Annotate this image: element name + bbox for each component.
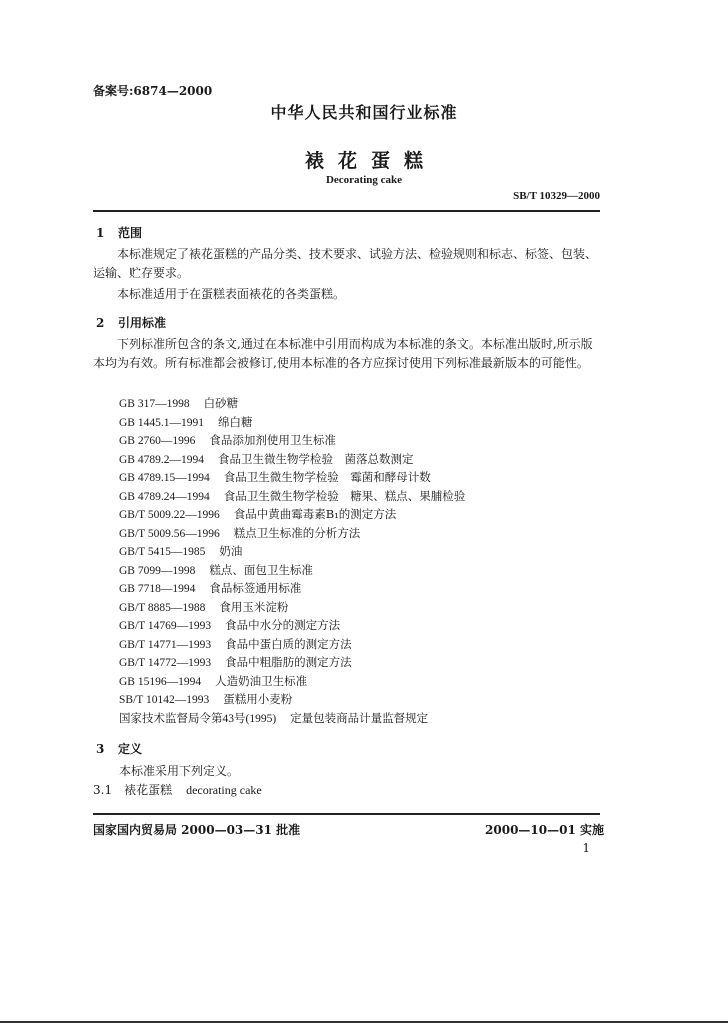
- reference-item: [119, 562, 313, 578]
- approval-info: 国家国内贸易局 2000—03—31 批准: [93, 823, 301, 837]
- reference-item: [119, 673, 307, 689]
- reference-title: 食品标签通用标准: [209, 581, 302, 595]
- reference-title: 蛋糕用小麦粉: [223, 692, 293, 706]
- section-3-heading: [96, 740, 142, 757]
- section-2-title: 引用标准: [118, 316, 167, 330]
- reference-code: SB/T 10142—1993: [119, 694, 210, 706]
- definition-3-1: [93, 781, 262, 800]
- reference-code: GB 1445.1—1991: [119, 416, 204, 429]
- reference-title: 食品卫生微生物学检验 糖果、糕点、果脯检验: [223, 488, 466, 503]
- standard-code: SB/T 10329—2000: [513, 190, 600, 202]
- reference-item: [119, 710, 428, 726]
- reference-title: 食品添加剂使用卫生标准: [209, 433, 336, 447]
- reference-code: GB/T 5009.22—1996: [119, 509, 220, 521]
- reference-code: GB/T 14771—1993: [119, 638, 212, 651]
- reference-code: GB 2760—1996: [119, 435, 196, 447]
- reference-code: GB 7718—1994: [119, 583, 196, 595]
- definition-number: 3.1: [93, 783, 113, 797]
- section-1-paragraph-scope: 本标准规定了裱花蛋糕的产品分类、技术要求、试验方法、检验规则和标志、标签、包装、运输、贮存要求。: [93, 247, 598, 280]
- scan-edge-line: [0, 1021, 728, 1023]
- reference-item: [119, 432, 336, 448]
- reference-code: GB 4789.15—1994: [119, 472, 210, 484]
- reference-title: 食品中粗脂肪的测定方法: [225, 655, 352, 669]
- reference-item: [119, 506, 396, 522]
- reference-code: GB/T 8885—1988: [119, 601, 206, 614]
- header-rule: [93, 210, 600, 212]
- reference-title: 绵白糖: [217, 414, 253, 429]
- industry-standard-heading: 中华人民共和国行业标准: [270, 103, 458, 122]
- reference-title: 定量包装商品计量监督规定: [290, 710, 429, 725]
- section-1-heading: [96, 224, 142, 241]
- section-2-number: 2: [96, 316, 105, 330]
- reference-code: GB/T 5009.56—1996: [119, 527, 220, 540]
- footer-rule: [93, 813, 600, 815]
- reference-code: GB 7099—1998: [119, 564, 196, 577]
- reference-title: 食品卫生微生物学检验 菌落总数测定: [217, 451, 414, 466]
- reference-title: 白砂糖: [203, 396, 239, 410]
- section-3-number: 3: [96, 742, 105, 756]
- reference-item: [119, 654, 352, 670]
- reference-item: [119, 543, 242, 559]
- reference-title: 人造奶油卫生标准: [215, 673, 308, 688]
- reference-item: [119, 488, 465, 504]
- reference-title: 食品卫生微生物学检验 霉菌和酵母计数: [223, 470, 431, 484]
- definition-term: 裱花蛋糕: [124, 783, 173, 797]
- reference-item: [119, 617, 340, 633]
- reference-title: 食用玉米淀粉: [219, 599, 289, 614]
- reference-code: GB/T 14772—1993: [119, 657, 212, 669]
- reference-code: 国家技术监督局令第43号(1995): [119, 712, 277, 725]
- reference-code: GB/T 14769—1993: [119, 620, 212, 632]
- reference-code: GB 4789.24—1994: [119, 490, 210, 503]
- record-number: 备案号:6874—2000: [93, 84, 213, 98]
- reference-title: 食品中黄曲霉毒素B₁的测定方法: [233, 507, 397, 521]
- document-title: 裱花蛋糕: [304, 150, 437, 172]
- reference-item: [119, 451, 413, 467]
- section-2-paragraph: 下列标准所包含的条文,通过在本标准中引用而构成为本标准的条文。本标准出版时,所示版本均为有效。所有标准都会被修订,使用本标准的各方应探讨使用下列标准最新版本的可能性。: [93, 337, 593, 370]
- section-1-title: 范围: [118, 226, 143, 240]
- reference-item: [119, 691, 292, 707]
- reference-title: 奶油: [219, 544, 243, 558]
- reference-title: 食品中蛋白质的测定方法: [225, 636, 352, 651]
- reference-item: [119, 395, 238, 411]
- reference-code: GB 15196—1994: [119, 675, 202, 688]
- page-number: 1: [582, 841, 590, 855]
- reference-item: [119, 580, 301, 596]
- document-title-english: Decorating cake: [325, 174, 403, 186]
- reference-code: GB/T 5415—1985: [119, 546, 206, 558]
- reference-item: [119, 599, 288, 615]
- section-1-number: 1: [96, 226, 105, 240]
- reference-title: 糕点卫生标准的分析方法: [233, 525, 361, 540]
- section-3-title: 定义: [118, 742, 143, 756]
- definition-term-english: decorating cake: [186, 783, 262, 797]
- section-1-paragraph-applicability: 本标准适用于在蛋糕表面裱花的各类蛋糕。: [117, 287, 346, 301]
- reference-code: GB 317—1998: [119, 398, 190, 410]
- implementation-date: 2000—10—01 实施: [485, 823, 604, 837]
- reference-title: 食品中水分的测定方法: [225, 618, 341, 632]
- reference-title: 糕点、面包卫生标准: [209, 562, 313, 577]
- reference-item: [119, 525, 360, 541]
- reference-item: [119, 414, 252, 430]
- section-3-paragraph: 本标准采用下列定义。: [119, 764, 240, 778]
- reference-item: [119, 469, 431, 485]
- reference-item: [119, 636, 352, 652]
- reference-code: GB 4789.2—1994: [119, 453, 204, 466]
- section-2-heading: [96, 314, 166, 331]
